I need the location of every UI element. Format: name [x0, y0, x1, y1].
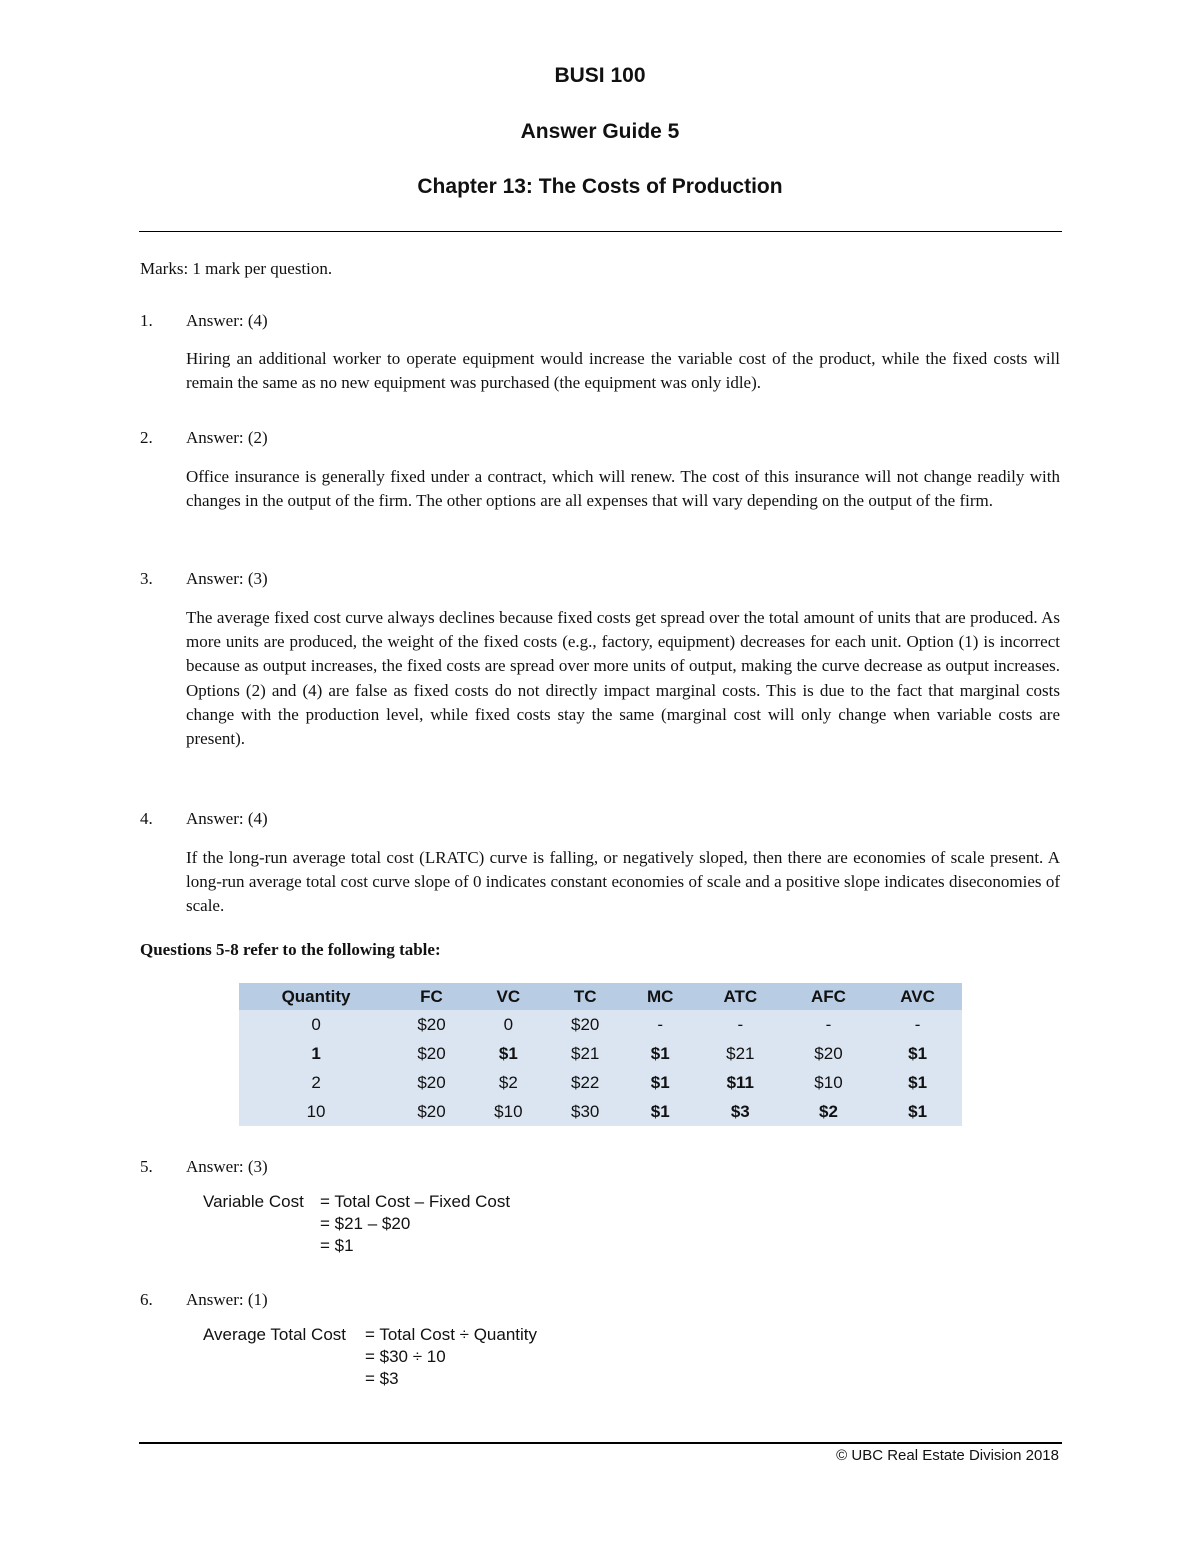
answer-label: Answer: (2) — [186, 428, 268, 447]
table-cell: $10 — [470, 1097, 547, 1127]
table-row — [239, 1010, 962, 1039]
table-cell: $1 — [873, 1097, 962, 1127]
header-afc: AFC — [784, 983, 873, 1010]
answer-explanation: The average fixed cost curve always declines because fixed costs get spread over the total amount of units that are produced. As more units are produced, the weight of the fixed costs (e.g., factory, equipment) decreases for each unit. Option (1) is incorrect because as output increases, the fixed costs are spread over more units of output, making the curve decrease as output increases. Options (2) and (4) are false as fixed costs do not directly impact marginal costs. This is due to the fact that marginal costs change with the production level, while fixed costs stay the same (marginal cost will only change when variable costs are present). — [186, 608, 1060, 749]
answer-label: Answer: (4) — [186, 311, 268, 330]
table-row — [239, 1068, 962, 1097]
formula-lhs: Variable Cost — [203, 1192, 304, 1211]
table-cell: $1 — [873, 1068, 962, 1097]
answer-label: Answer: (1) — [186, 1290, 268, 1309]
table-intro: Questions 5-8 refer to the following table: — [140, 940, 441, 959]
answer-explanation: Hiring an additional worker to operate equipment would increase the variable cost of the product, while the fixed costs will remain the same as no new equipment was purchased (the equipment was only idle). — [186, 349, 1060, 393]
table-cell: $20 — [393, 1097, 470, 1127]
formula-line: = $21 – $20 — [320, 1214, 411, 1233]
formula-line: = $30 ÷ 10 — [365, 1347, 446, 1366]
table-cell: $10 — [784, 1068, 873, 1097]
marks-note: Marks: 1 mark per question. — [140, 259, 333, 278]
table-cell: 10 — [239, 1097, 393, 1127]
table-cell: $2 — [784, 1097, 873, 1127]
table-cell: $21 — [697, 1039, 784, 1068]
header-mc: MC — [624, 983, 697, 1010]
answer-label: Answer: (3) — [186, 1157, 268, 1176]
header-fc: FC — [393, 983, 470, 1010]
table-cell: $21 — [547, 1039, 624, 1068]
question-number: 5. — [140, 1157, 153, 1176]
header-atc: ATC — [697, 983, 784, 1010]
formula-line: = Total Cost ÷ Quantity — [365, 1325, 538, 1344]
question-number: 1. — [140, 311, 153, 330]
table-cell: 0 — [470, 1010, 547, 1039]
table-cell: $1 — [873, 1039, 962, 1068]
question-number: 2. — [140, 428, 153, 447]
cost-table — [239, 983, 962, 1127]
header-avc: AVC — [873, 983, 962, 1010]
average-total-cost-formula — [203, 1324, 803, 1394]
footer-divider — [139, 1442, 1062, 1444]
answer-explanation: Office insurance is generally fixed under a contract, which will renew. The cost of this insurance will not change readily with changes in the output of the firm. The other options are all expenses that will vary depending on the output of the firm. — [186, 467, 1060, 511]
table-row — [239, 1097, 962, 1127]
header-tc: TC — [547, 983, 624, 1010]
table-cell: - — [873, 1010, 962, 1039]
table-cell: $3 — [697, 1097, 784, 1127]
header-vc: VC — [470, 983, 547, 1010]
answer-explanation: If the long-run average total cost (LRATC) curve is falling, or negatively sloped, then there are economies of scale present. A long-run average total cost curve slope of 0 indicates constant economies of scale and a positive slope indicates diseconomies of scale. — [186, 848, 1060, 916]
table-cell: $20 — [393, 1039, 470, 1068]
formula-lhs: Average Total Cost — [203, 1325, 347, 1344]
course-title: BUSI 100 — [554, 64, 646, 87]
table-header-row — [239, 983, 962, 1010]
question-number: 6. — [140, 1290, 153, 1309]
table-row — [239, 1039, 962, 1068]
variable-cost-formula — [203, 1191, 803, 1261]
answer-label: Answer: (4) — [186, 809, 268, 828]
copyright-footer: © UBC Real Estate Division 2018 — [836, 1447, 1059, 1464]
table-cell: $20 — [393, 1068, 470, 1097]
table-cell: $22 — [547, 1068, 624, 1097]
header-quantity: Quantity — [239, 983, 393, 1010]
table-cell: $20 — [393, 1010, 470, 1039]
answer-label: Answer: (3) — [186, 569, 268, 588]
table-cell: $1 — [624, 1039, 697, 1068]
chapter-title: Chapter 13: The Costs of Production — [417, 175, 783, 198]
formula-line: = $1 — [320, 1236, 354, 1255]
question-number: 3. — [140, 569, 153, 588]
table-cell: $1 — [624, 1097, 697, 1127]
table-cell: 2 — [239, 1068, 393, 1097]
table-cell: - — [697, 1010, 784, 1039]
table-cell: $20 — [547, 1010, 624, 1039]
table-cell: $1 — [470, 1039, 547, 1068]
guide-title: Answer Guide 5 — [520, 120, 680, 143]
table-cell: $20 — [784, 1039, 873, 1068]
table-cell: 0 — [239, 1010, 393, 1039]
formula-line: = $3 — [365, 1369, 399, 1388]
table-cell: - — [784, 1010, 873, 1039]
table-cell: $11 — [697, 1068, 784, 1097]
header-divider — [139, 231, 1062, 232]
table-cell: $2 — [470, 1068, 547, 1097]
question-number: 4. — [140, 809, 153, 828]
table-cell: 1 — [239, 1039, 393, 1068]
table-cell: $1 — [624, 1068, 697, 1097]
table-cell: $30 — [547, 1097, 624, 1127]
table-cell: - — [624, 1010, 697, 1039]
formula-line: = Total Cost – Fixed Cost — [320, 1192, 511, 1211]
